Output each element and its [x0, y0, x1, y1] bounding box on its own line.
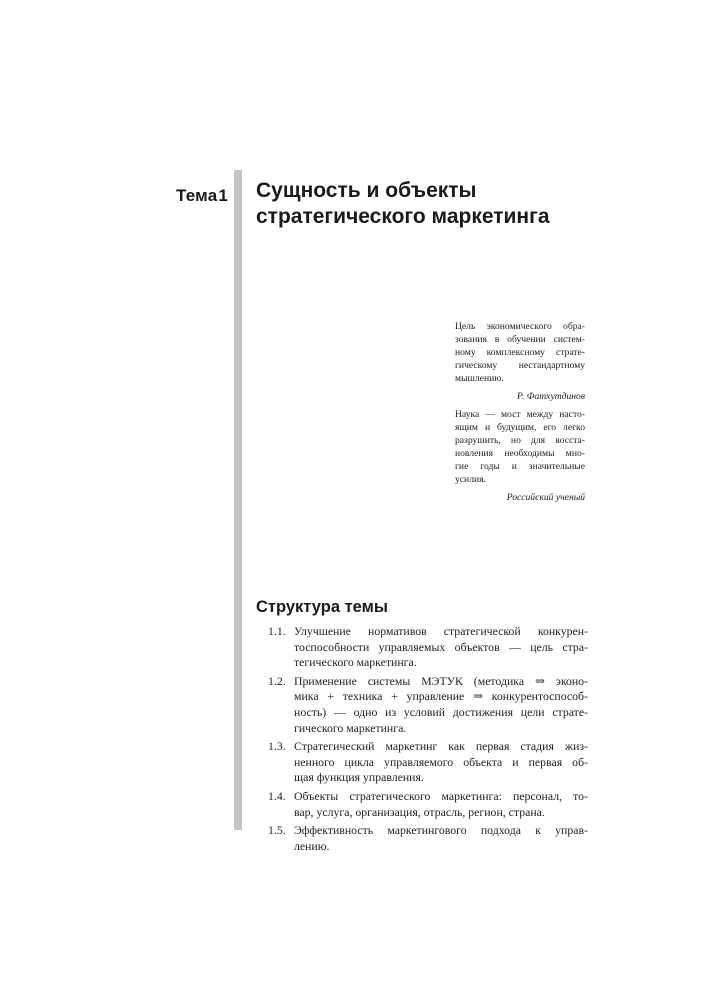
list-item-line: вар, услуга, организация, отрасль, регион, страна. — [294, 804, 545, 819]
epigraph-line: зования в обучении систем- — [455, 334, 585, 345]
list-item-number: 1.5. — [268, 823, 286, 838]
list-item-number: 1.3. — [268, 739, 286, 754]
epigraph-author: Р. Фатхутдинов — [517, 391, 585, 402]
list-item-number: 1.2. — [268, 673, 286, 688]
theme-label — [176, 186, 228, 206]
list-item-line: тоспособности управляемых объектов — цель стра- — [294, 639, 588, 654]
list-item-line: щая функция управления. — [294, 770, 424, 785]
list-item-text — [294, 789, 588, 820]
epigraph — [455, 408, 585, 504]
theme-number: 1 — [218, 186, 229, 205]
chapter-side-bar — [234, 170, 242, 830]
list-item-line: ненного цикла управляемого объекта и первая об- — [294, 754, 588, 769]
epigraph-line: Цель экономического обра- — [455, 321, 585, 332]
list-item-line: мика + техника + управление ⇒ конкурентоспособ- — [294, 689, 588, 704]
epigraph-line: разрушить, но для восста- — [455, 435, 585, 446]
epigraph-line: мышлению. — [455, 373, 504, 384]
list-item — [268, 739, 588, 786]
list-item — [268, 674, 588, 736]
epigraph-line: Наука — мост между насто- — [455, 409, 585, 420]
epigraph — [455, 320, 585, 403]
chapter-title-line: Сущность и объекты — [256, 179, 477, 202]
list-item-number: 1.4. — [268, 788, 286, 803]
epigraph-line: ному комплексному страте- — [455, 347, 585, 358]
list-item-line: Объекты стратегического маркетинга: персонал, то- — [294, 788, 588, 803]
list-item-line: Улучшение нормативов стратегической конкурен- — [294, 624, 588, 638]
list-item-text — [294, 624, 588, 671]
epigraph-line: усилия. — [455, 474, 486, 485]
structure-list — [268, 624, 588, 857]
chapter-title — [256, 178, 596, 230]
list-item — [268, 789, 588, 820]
section-heading: Структура темы — [256, 598, 388, 616]
epigraph-line: гическому нестандартному — [455, 360, 585, 371]
list-item-text — [294, 739, 588, 786]
list-item — [268, 624, 588, 671]
epigraph-author: Российский ученый — [506, 492, 585, 503]
epigraph-line: ящим и будущим, его легко — [455, 422, 585, 433]
list-item-line: лению. — [294, 838, 330, 853]
list-item-line: ность) — одно из условий достижения цели страте- — [294, 704, 588, 719]
theme-word: Тема — [176, 186, 218, 205]
list-item-text — [294, 674, 588, 736]
epigraph-line: гие годы и значительные — [455, 461, 585, 472]
list-item — [268, 823, 588, 854]
list-item-line: гического маркетинга. — [294, 720, 407, 735]
chapter-title-line: стратегического маркетинга — [256, 205, 550, 228]
list-item-number: 1.1. — [268, 624, 286, 638]
list-item-line: тегического маркетинга. — [294, 655, 417, 670]
epigraph-line: новления необходимы мно- — [455, 448, 585, 459]
list-item-line: Стратегический маркетинг как первая стадия жиз- — [294, 739, 588, 754]
list-item-text — [294, 823, 588, 854]
list-item-line: Эффективность маркетингового подхода к управ- — [294, 823, 588, 838]
list-item-line: Применение системы МЭТУК (методика ⇒ эконо- — [294, 673, 588, 688]
